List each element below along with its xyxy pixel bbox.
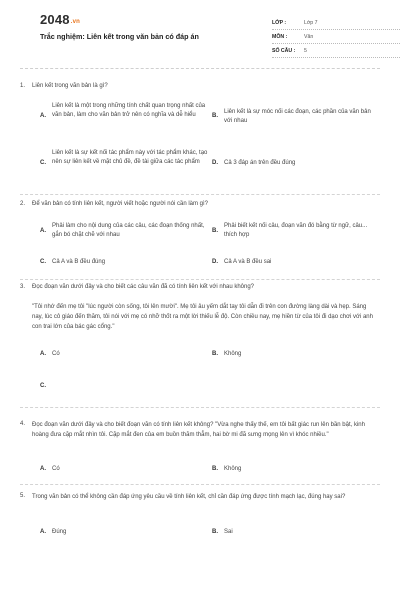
question-number: 2. [20,201,26,207]
option-text: Cả A và B đều đúng [52,259,106,265]
option-text: Liên kết là một trong những tính chất quan trọng nhất của văn bản, làm cho văn bản trở nên có nghĩa và dễ hiểu [52,103,206,118]
option-1c[interactable] [40,149,215,179]
option-letter: C. [40,383,46,389]
option-letter: B. [212,351,218,357]
meta-row-grade [272,16,400,30]
quiz-title: Trắc nghiệm: Liên kết trong văn bản có đáp án [40,32,199,41]
option-letter: C. [40,160,46,166]
option-letter: B. [212,113,218,119]
question-divider [20,484,380,485]
meta-row-count [272,44,400,58]
option-3a[interactable] [40,350,200,360]
question-number: 3. [20,284,26,290]
logo-suffix: .vn [70,19,81,25]
question-text: Để văn bản có tính liên kết, người viết hoặc người nói cần làm gì? [32,201,209,207]
option-text: Phải làm cho nội dung của các câu, các đoạn thống nhất, gắn bó chặt chẽ với nhau [52,223,205,238]
option-text: Phải biết kết nối câu, đoạn văn đó bằng từ ngữ, câu... thích hợp [224,223,368,238]
option-letter: A. [40,466,46,472]
meta-key: LỚP : [272,19,287,26]
option-text: Cả A và B đều sai [224,259,272,265]
option-2b[interactable] [212,222,382,242]
meta-row-subject [272,30,400,44]
question-number: 5. [20,493,26,499]
option-2a[interactable] [40,222,215,242]
option-letter: C. [40,259,46,265]
option-5b[interactable] [212,528,372,538]
option-5a[interactable] [40,528,200,538]
question-text: Liên kết trong văn bản là gì? [32,83,108,89]
option-3c[interactable] [40,382,200,392]
question-number: 1. [20,83,26,89]
option-text: Không [224,351,242,357]
question-divider [20,194,380,195]
option-text: Cả 3 đáp án trên đều đúng [224,160,296,166]
option-1b[interactable] [212,108,382,128]
option-text: Có [52,466,60,472]
option-3b[interactable] [212,350,372,360]
option-letter: B. [212,228,218,234]
question-text: Đọc đoạn văn dưới đây và cho biết các câu văn đã có tính liên kết với nhau không? [32,284,255,290]
option-letter: D. [212,259,218,265]
meta-value: Lớp 7 [304,19,318,26]
option-text: Không [224,466,242,472]
option-4a[interactable] [40,465,200,475]
header-divider [20,68,380,69]
meta-key: MÔN : [272,33,288,40]
meta-value: 5 [304,47,307,54]
option-1a[interactable] [40,102,215,132]
question-passage: "Tôi nhớ đến mẹ tôi "lúc người còn sống, tôi lên mười". Mẹ tôi âu yếm dắt tay tôi dẫn đi trên con đường làng dài và hẹp. Sáng nay, lúc cô giáo đến thăm, tôi nói với mẹ có nhỡ thốt ra một lời thiếu lễ độ. Còn chiều nay, mẹ hiền từ của tôi đi dạo chơi với anh con trai lớn của bác gác cổng." [32,304,373,330]
option-letter: B. [212,529,218,535]
question-text: Đọc đoạn văn dưới đây và cho biết đoạn văn có tính liên kết không? "Vừa nghe thấy thế, em tôi bất giác run lên bần bật, kinh hoàng đưa cặp mắt nhìn tôi. Cặp mắt đen của em buồn thăm thẳm, hai bờ mi đã sưng mọng lên vì khóc nhiều." [32,422,365,438]
option-letter: D. [212,160,218,166]
option-letter: A. [40,113,46,119]
question-divider [20,279,380,280]
logo-main: 2048 [40,12,70,27]
quiz-header [20,0,380,72]
option-text: Liên kết là sự kết nối tác phẩm này với tác phẩm khác, tạo nên sự liên kết về mặt chủ đề, đề tài giữa các tác phẩm [52,150,208,165]
option-4b[interactable] [212,465,372,475]
meta-value: Văn [304,33,314,40]
option-1d[interactable] [212,159,382,169]
option-text: Liên kết là sự móc nối các đoạn, các phần của văn bản với nhau [224,109,371,124]
question-text: Trong văn bản có thể không cần đáp ứng yêu cầu về tính liên kết, chỉ cần đáp ứng được tính mạch lạc, đúng hay sai? [32,494,346,500]
option-letter: B. [212,466,218,472]
option-2d[interactable] [212,258,382,268]
meta-key: SỐ CÂU : [272,47,296,54]
quiz-meta [272,16,400,58]
option-2c[interactable] [40,258,215,268]
option-letter: A. [40,351,46,357]
option-text: Đúng [52,529,67,535]
question-number: 4. [20,421,26,427]
option-text: Sai [224,529,233,535]
site-logo[interactable] [40,12,80,27]
option-letter: A. [40,228,46,234]
question-divider [20,407,380,408]
option-letter: A. [40,529,46,535]
option-text: Có [52,351,60,357]
